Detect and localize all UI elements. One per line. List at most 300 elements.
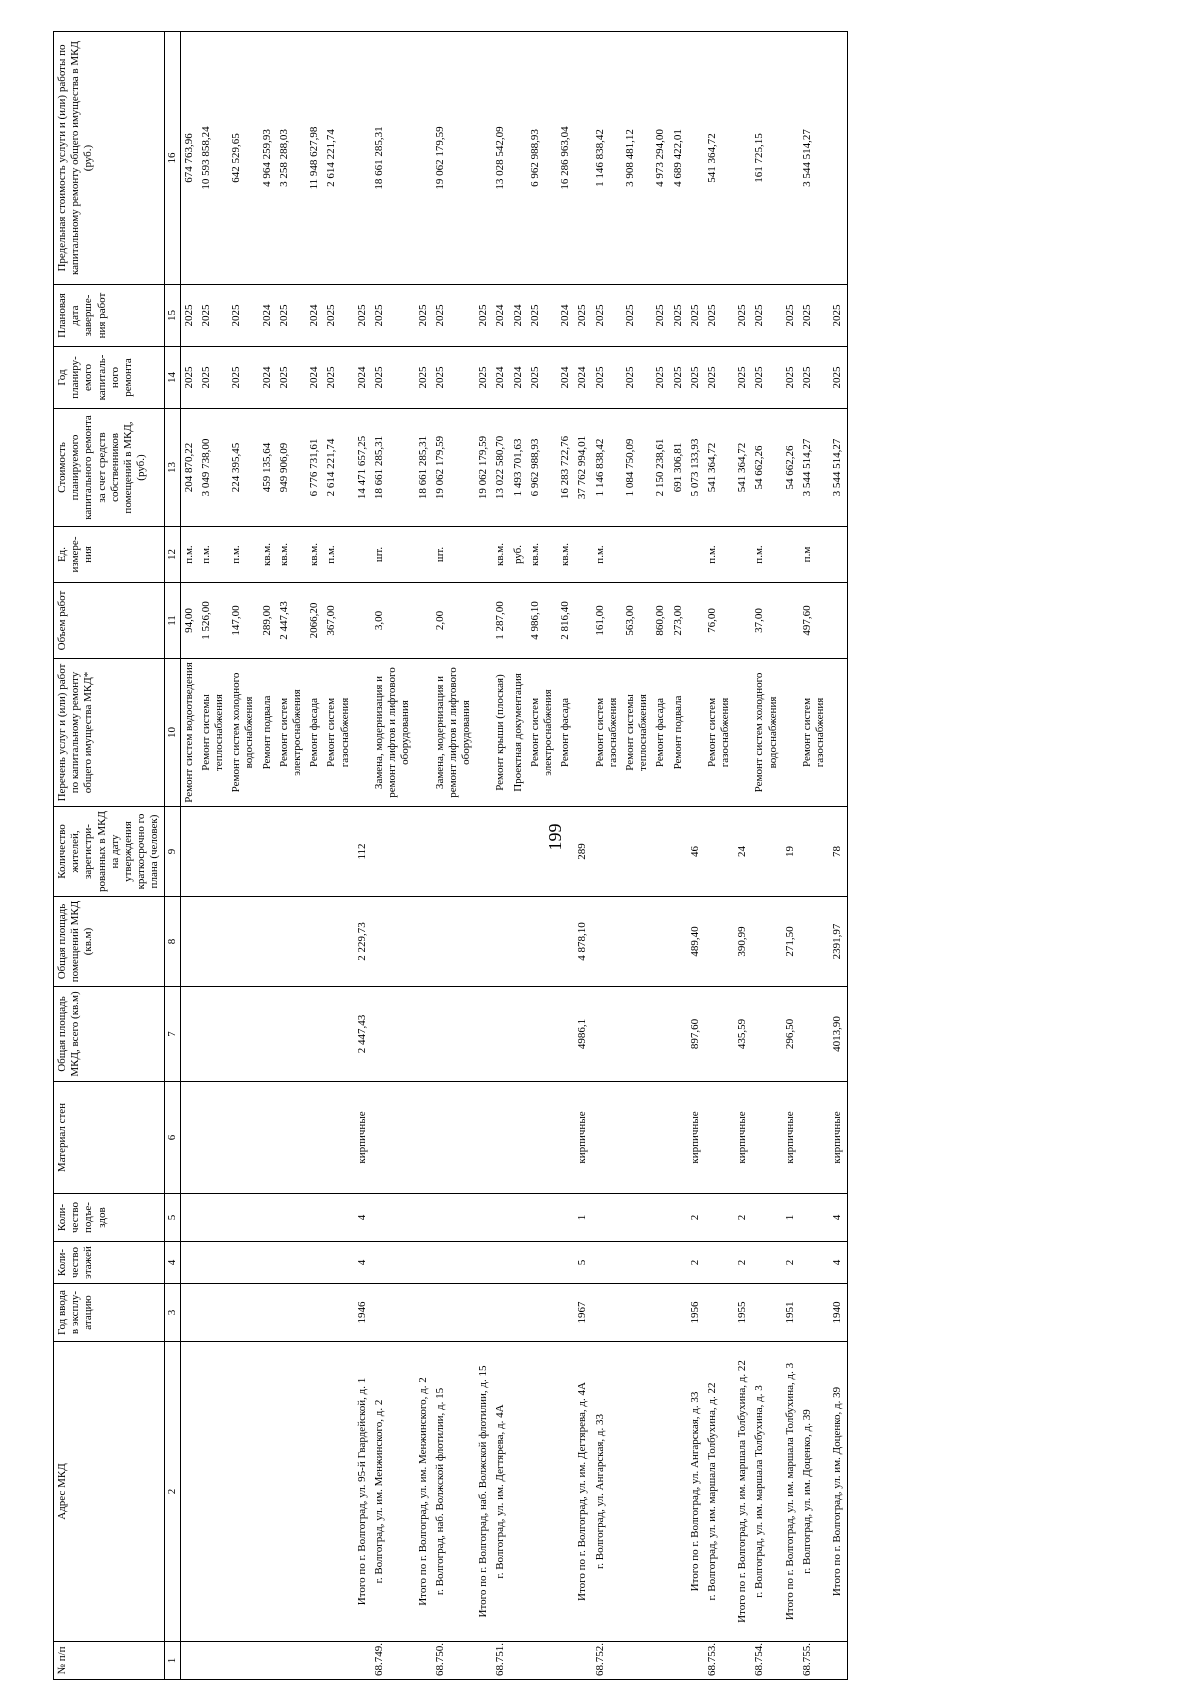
table-cell: Итого по г. Волгоград, ул. им. Дегтярева, д. 4А (574, 1342, 591, 1642)
table-cell (510, 1284, 527, 1342)
table-cell (354, 1642, 371, 1680)
table-cell (704, 807, 734, 897)
table-cell (432, 807, 476, 897)
table-row (323, 32, 353, 1680)
table-cell: 2025 (829, 285, 847, 347)
header-cell: Материал стен (54, 1082, 165, 1194)
table-cell: Ремонт систем газоснабжения (323, 659, 353, 807)
table-cell: 2025 (704, 285, 734, 347)
table-cell: 4 986,10 (527, 583, 557, 659)
table-cell: 2025 (475, 347, 492, 409)
table-cell (323, 1082, 353, 1194)
table-cell: 1946 (354, 1284, 371, 1342)
table-cell: 2025 (228, 285, 258, 347)
table-cell: 6 962 988,93 (527, 32, 557, 285)
table-cell (371, 1194, 415, 1242)
table-cell (829, 32, 847, 285)
table-cell: кирпичные (354, 1082, 371, 1194)
table-cell: 4 (354, 1242, 371, 1284)
column-number: 8 (164, 897, 180, 987)
table-cell: 2025 (475, 285, 492, 347)
table-cell (670, 1082, 687, 1194)
table-cell: Итого по г. Волгоград, ул. им. Доценко, д. 39 (829, 1342, 847, 1642)
table-cell: 2 (782, 1242, 799, 1284)
table-cell: кв.м. (259, 527, 276, 583)
table-cell (354, 527, 371, 583)
table-cell (180, 1284, 198, 1342)
table-cell: 94,00 (180, 583, 198, 659)
table-cell: 4 878,10 (574, 897, 591, 987)
table-cell (228, 1642, 258, 1680)
table-cell (371, 807, 415, 897)
table-row (652, 32, 669, 1680)
table-row (527, 32, 557, 1680)
table-cell (652, 1194, 669, 1242)
table-cell: Ремонт систем холодного водоснабжения (228, 659, 258, 807)
table-cell (782, 659, 799, 807)
table-cell: 2 447,43 (276, 583, 306, 659)
table-cell (734, 1642, 751, 1680)
table-cell: 13 028 542,09 (492, 32, 509, 285)
table-cell (557, 1194, 574, 1242)
header-cell: Ед. измере-ния (54, 527, 165, 583)
column-number: 13 (164, 409, 180, 527)
table-cell (622, 897, 652, 987)
table-cell: 1 493 701,63 (510, 409, 527, 527)
table-cell (687, 583, 704, 659)
table-cell (415, 659, 432, 807)
table-cell (180, 1242, 198, 1284)
table-cell (574, 659, 591, 807)
table-cell: 4986,1 (574, 987, 591, 1082)
table-cell (527, 987, 557, 1082)
table-cell: 2025 (592, 347, 622, 409)
header-cell: Стоимость планируемого капитального ремонта за счет средств собственников помещений в МКД, (руб.) (54, 409, 165, 527)
table-cell: 2024 (306, 347, 323, 409)
table-cell (276, 1642, 306, 1680)
table-cell: 4 (354, 1194, 371, 1242)
table-cell: г. Волгоград, наб. Волжской флотилии, д. 15 (432, 1342, 476, 1642)
table-cell: 3 544 514,27 (799, 409, 829, 527)
table-cell (574, 583, 591, 659)
table-cell (527, 1342, 557, 1642)
table-cell: 4 (829, 1194, 847, 1242)
table-cell (475, 32, 492, 285)
table-cell: 2025 (432, 347, 476, 409)
table-cell (306, 1284, 323, 1342)
table-cell: п.м. (198, 527, 228, 583)
table-cell: Ремонт систем электроснабжения (527, 659, 557, 807)
table-cell (475, 1284, 492, 1342)
table-cell: 37 762 994,01 (574, 409, 591, 527)
table-cell: 2024 (306, 285, 323, 347)
table-cell: 2025 (371, 285, 415, 347)
table-cell (704, 1242, 734, 1284)
table-cell: кв.м. (557, 527, 574, 583)
table-cell (799, 1082, 829, 1194)
table-cell (259, 807, 276, 897)
table-cell (652, 1642, 669, 1680)
table-cell (306, 1342, 323, 1642)
table-cell: 2025 (622, 347, 652, 409)
table-cell: 2024 (492, 285, 509, 347)
table-cell (510, 1194, 527, 1242)
table-cell: кирпичные (782, 1082, 799, 1194)
table-cell (782, 583, 799, 659)
table-cell (652, 807, 669, 897)
table-cell (354, 32, 371, 285)
table-cell (228, 1194, 258, 1242)
table-cell (622, 1642, 652, 1680)
table-cell: 367,00 (323, 583, 353, 659)
table-cell: Замена, модернизация и ремонт лифтов и лифтового оборудования (371, 659, 415, 807)
table-cell (510, 897, 527, 987)
table-cell (228, 807, 258, 897)
table-cell: 204 870,22 (180, 409, 198, 527)
table-cell: 1951 (782, 1284, 799, 1342)
table-cell (670, 1194, 687, 1242)
table-cell (415, 1284, 432, 1342)
column-number: 11 (164, 583, 180, 659)
table-cell: шт. (432, 527, 476, 583)
table-cell: 2025 (415, 347, 432, 409)
table-cell (492, 1284, 509, 1342)
table-cell: Ремонт системы теплоснабжения (198, 659, 228, 807)
table-cell (652, 987, 669, 1082)
table-cell: 289 (574, 807, 591, 897)
table-cell: 2025 (198, 347, 228, 409)
table-cell (622, 1342, 652, 1642)
table-cell (782, 527, 799, 583)
table-cell (492, 897, 509, 987)
table-cell (323, 1194, 353, 1242)
table-cell (198, 1082, 228, 1194)
table-cell: 68.752. (592, 1642, 622, 1680)
table-cell: г. Волгоград, ул. им. маршала Толбухина, д. 22 (704, 1342, 734, 1642)
table-cell: 2 816,40 (557, 583, 574, 659)
table-cell (228, 1082, 258, 1194)
table-cell (323, 807, 353, 897)
table-cell (371, 897, 415, 987)
header-cell: Объем работ (54, 583, 165, 659)
table-cell (652, 1242, 669, 1284)
table-cell (510, 1082, 527, 1194)
table-cell (751, 1082, 781, 1194)
table-cell (198, 1242, 228, 1284)
table-cell: Проектная документация (510, 659, 527, 807)
table-cell (592, 1194, 622, 1242)
table-cell: кирпичные (687, 1082, 704, 1194)
table-cell: руб. (510, 527, 527, 583)
table-cell (259, 1284, 276, 1342)
table-cell (475, 807, 492, 897)
table-cell (259, 1642, 276, 1680)
table-row (799, 32, 829, 1680)
table-cell: Ремонт систем газоснабжения (704, 659, 734, 807)
table-cell (652, 897, 669, 987)
table-cell: 2024 (557, 285, 574, 347)
page-number: 199 (545, 823, 565, 851)
header-cell: Коли-чество этажей (54, 1242, 165, 1284)
column-number: 5 (164, 1194, 180, 1242)
table-cell (492, 1082, 509, 1194)
table-cell: 18 661 285,31 (371, 409, 415, 527)
table-cell (371, 1284, 415, 1342)
table-cell (259, 1242, 276, 1284)
table-cell (475, 1082, 492, 1194)
table-row (228, 32, 258, 1680)
table-cell (432, 1284, 476, 1342)
table-cell (432, 1194, 476, 1242)
table-row (510, 32, 527, 1680)
table-cell: шт. (371, 527, 415, 583)
table-cell: 68.753. (704, 1642, 734, 1680)
table-cell: 2025 (704, 347, 734, 409)
table-row (734, 32, 751, 1680)
table-cell: 4 964 259,93 (259, 32, 276, 285)
table-cell: 1 084 750,09 (622, 409, 652, 527)
table-cell: кирпичные (829, 1082, 847, 1194)
table-cell: 147,00 (228, 583, 258, 659)
table-cell: 10 593 858,24 (198, 32, 228, 285)
table-cell (323, 987, 353, 1082)
table-cell (198, 1642, 228, 1680)
table-cell (734, 659, 751, 807)
table-cell: 224 395,45 (228, 409, 258, 527)
table-cell (180, 897, 198, 987)
table-cell: кв.м. (306, 527, 323, 583)
table-cell: 2391,97 (829, 897, 847, 987)
table-cell (415, 527, 432, 583)
table-cell (592, 1284, 622, 1342)
table-cell: 489,40 (687, 897, 704, 987)
table-cell (180, 807, 198, 897)
table-cell: 1 (574, 1194, 591, 1242)
table-cell (799, 1284, 829, 1342)
header-cell: № п/п (54, 1642, 165, 1680)
table-cell: г. Волгоград, ул. им. Менжинского, д. 2 (371, 1342, 415, 1642)
table-cell (799, 987, 829, 1082)
table-cell: 68.749. (371, 1642, 415, 1680)
table-cell (371, 987, 415, 1082)
column-number: 10 (164, 659, 180, 807)
table-cell (415, 897, 432, 987)
column-number: 4 (164, 1242, 180, 1284)
table-cell (799, 897, 829, 987)
table-cell: 14 471 657,25 (354, 409, 371, 527)
table-row (670, 32, 687, 1680)
table-cell: 2025 (228, 347, 258, 409)
table-cell (687, 32, 704, 285)
table-cell: 19 (782, 807, 799, 897)
table-cell: 2025 (276, 285, 306, 347)
table-cell: кирпичные (734, 1082, 751, 1194)
table-cell (276, 1082, 306, 1194)
table-cell: 19 062 179,59 (432, 32, 476, 285)
table-row (180, 32, 198, 1680)
table-cell: 2025 (652, 347, 669, 409)
table-cell: п.м. (323, 527, 353, 583)
table-cell (751, 1284, 781, 1342)
table-cell (415, 987, 432, 1082)
table-cell: 2025 (734, 285, 751, 347)
table-cell (704, 1194, 734, 1242)
table-cell: 112 (354, 807, 371, 897)
table-cell: 4013,90 (829, 987, 847, 1082)
table-cell: Итого по г. Волгоград, ул. Ангарская, д. 33 (687, 1342, 704, 1642)
table-cell: 2 (734, 1242, 751, 1284)
table-cell: 2025 (323, 285, 353, 347)
table-cell (510, 1242, 527, 1284)
table-cell: Итого по г. Волгоград, ул. им. маршала Толбухина, д. 22 (734, 1342, 751, 1642)
table-cell (475, 1194, 492, 1242)
table-cell: 2025 (829, 347, 847, 409)
header-cell: Перечень услуг и (или) работ по капитальному ремонту общего имущества МКД* (54, 659, 165, 807)
table-cell (574, 1642, 591, 1680)
table-cell (829, 659, 847, 807)
table-cell: п.м. (704, 527, 734, 583)
table-cell: 273,00 (670, 583, 687, 659)
table-cell (415, 807, 432, 897)
table-cell (557, 897, 574, 987)
table-cell: 2025 (799, 285, 829, 347)
table-cell: п.м. (180, 527, 198, 583)
table-cell (510, 987, 527, 1082)
column-number: 2 (164, 1342, 180, 1642)
table-cell: 1 146 838,42 (592, 409, 622, 527)
table-row (306, 32, 323, 1680)
header-cell: Адрес МКД (54, 1342, 165, 1642)
table-cell: 2,00 (432, 583, 476, 659)
table-cell: 2025 (734, 347, 751, 409)
table-cell: 2025 (687, 285, 704, 347)
table-cell (652, 1284, 669, 1342)
table-row (704, 32, 734, 1680)
table-cell (432, 1242, 476, 1284)
table-cell: 2024 (510, 285, 527, 347)
table-cell (557, 1642, 574, 1680)
table-row (198, 32, 228, 1680)
table-cell (228, 1342, 258, 1642)
table-cell: 76,00 (704, 583, 734, 659)
table-row (276, 32, 306, 1680)
table-cell (510, 32, 527, 285)
table-cell: Ремонт системы теплоснабжения (622, 659, 652, 807)
table-cell: 2024 (557, 347, 574, 409)
table-cell: 2 150 238,61 (652, 409, 669, 527)
table-cell: 54 662,26 (751, 409, 781, 527)
table-cell (323, 1284, 353, 1342)
table-cell (276, 1342, 306, 1642)
table-cell: 2 (687, 1242, 704, 1284)
table-cell (259, 1342, 276, 1642)
table-cell (670, 1284, 687, 1342)
table-cell: 435,59 (734, 987, 751, 1082)
table-cell: 1967 (574, 1284, 591, 1342)
table-cell (306, 1082, 323, 1194)
table-row (829, 32, 847, 1680)
table-row (259, 32, 276, 1680)
table-cell: Ремонт систем газоснабжения (592, 659, 622, 807)
table-cell: Ремонт подвала (670, 659, 687, 807)
table-cell (782, 32, 799, 285)
table-cell: 2025 (622, 285, 652, 347)
table-cell: кв.м. (276, 527, 306, 583)
table-cell (557, 807, 574, 897)
table-cell: 18 661 285,31 (371, 32, 415, 285)
table-cell: 2024 (259, 285, 276, 347)
table-cell (557, 1284, 574, 1342)
table-cell: 2025 (751, 285, 781, 347)
table-cell (415, 1242, 432, 1284)
table-cell (415, 1642, 432, 1680)
table-cell (592, 1242, 622, 1284)
table-cell: 6 962 988,93 (527, 409, 557, 527)
table-cell (371, 1242, 415, 1284)
table-cell: 691 306,81 (670, 409, 687, 527)
table-cell: 2025 (592, 285, 622, 347)
table-cell: кирпичные (574, 1082, 591, 1194)
table-cell: Ремонт подвала (259, 659, 276, 807)
table-cell (799, 1242, 829, 1284)
table-cell (276, 1284, 306, 1342)
table-cell (354, 583, 371, 659)
column-number: 16 (164, 32, 180, 285)
table-cell (492, 807, 509, 897)
table-cell (492, 987, 509, 1082)
table-cell: г. Волгоград, ул. Ангарская, д. 33 (592, 1342, 622, 1642)
table-cell: 541 364,72 (704, 32, 734, 285)
header-cell: Предельная стоимость услуги и (или) работы по капитальному ремонту общего имущества в МКД (руб.) (54, 32, 165, 285)
table-cell (704, 1082, 734, 1194)
table-cell: 1 526,00 (198, 583, 228, 659)
table-cell: Итого по г. Волгоград, ул. им. маршала Толбухина, д. 3 (782, 1342, 799, 1642)
table-cell: 16 286 963,04 (557, 32, 574, 285)
table-cell (527, 897, 557, 987)
table-cell (276, 897, 306, 987)
table-row (782, 32, 799, 1680)
table-cell (527, 807, 557, 897)
table-cell: 2025 (432, 285, 476, 347)
table-cell: 4 973 294,00 (652, 32, 669, 285)
table-cell (829, 527, 847, 583)
column-number: 1 (164, 1642, 180, 1680)
table-cell (306, 1194, 323, 1242)
table-cell: 563,00 (622, 583, 652, 659)
table-cell (259, 897, 276, 987)
header-cell: Коли-чество подъе-здов (54, 1194, 165, 1242)
table-cell: 2 447,43 (354, 987, 371, 1082)
table-row (492, 32, 509, 1680)
table-cell (574, 527, 591, 583)
table-cell (652, 527, 669, 583)
table-cell (592, 987, 622, 1082)
table-cell (475, 897, 492, 987)
table-cell: г. Волгоград, ул. им. маршала Толбухина, д. 3 (751, 1342, 781, 1642)
header-cell: Общая площадь МКД, всего (кв.м) (54, 987, 165, 1082)
table-cell (670, 1342, 687, 1642)
table-row (751, 32, 781, 1680)
table-cell (670, 987, 687, 1082)
table-cell (415, 1082, 432, 1194)
table-cell (622, 1194, 652, 1242)
table-body (180, 32, 847, 1680)
document-sheet (53, 32, 1187, 1680)
capital-repair-table (53, 31, 848, 1680)
table-cell (371, 1082, 415, 1194)
table-cell (276, 1194, 306, 1242)
table-cell: 1 146 838,42 (592, 32, 622, 285)
